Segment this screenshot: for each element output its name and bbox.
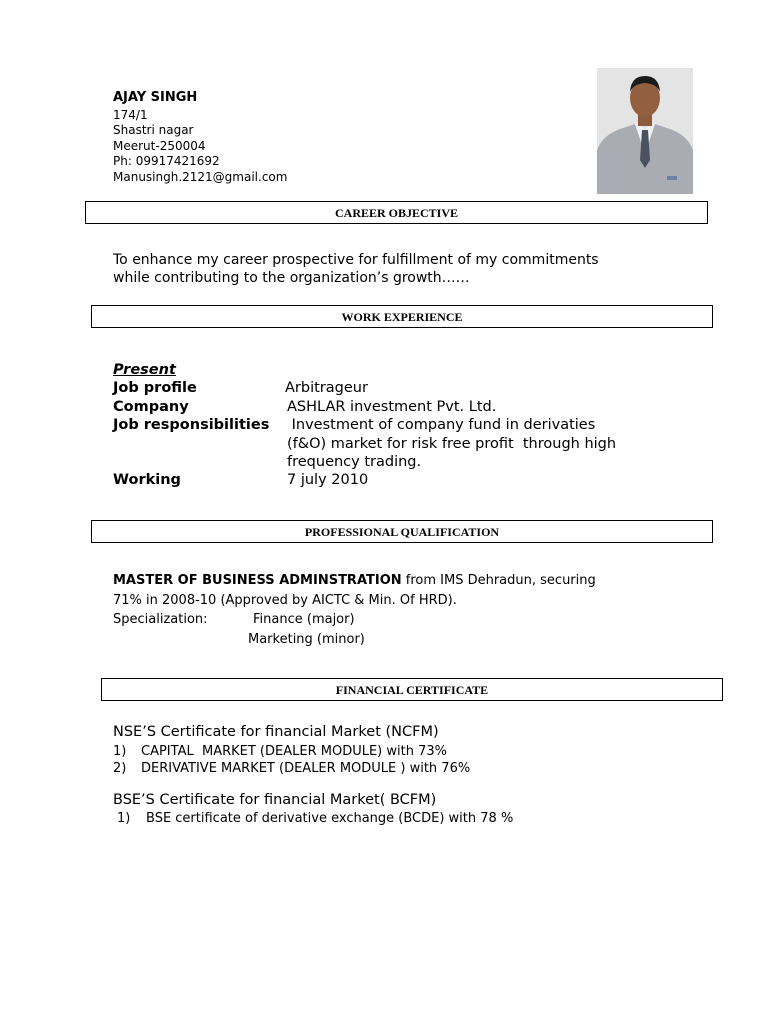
profile-photo xyxy=(597,68,693,194)
financial-certificate-heading: FINANCIAL CERTIFICATE xyxy=(101,678,723,701)
qualification-line-2: 71% in 2008-10 (Approved by AICTC & Min. Of HRD). xyxy=(113,592,457,608)
list-item xyxy=(113,760,533,777)
list-item xyxy=(117,810,557,827)
bse-certificate-heading: BSE’S Certificate for financial Market( BCFM) xyxy=(113,792,437,808)
job-responsibilities-line-1: Investment of company fund in derivaties xyxy=(287,417,596,433)
working-value: 7 july 2010 xyxy=(287,472,369,488)
professional-qualification-heading: PROFESSIONAL QUALIFICATION xyxy=(91,520,713,543)
address-line-1: 174/1 xyxy=(113,107,148,122)
bse-certificate-list xyxy=(117,810,557,827)
specialization-major: Finance (major) xyxy=(253,612,355,627)
list-item-number: 2) xyxy=(113,761,127,776)
company-value: ASHLAR investment Pvt. Ltd. xyxy=(287,399,497,415)
objective-text xyxy=(113,251,673,287)
objective-line-1: To enhance my career prospective for fulfillment of my commitments xyxy=(113,252,599,268)
address-line-2: Shastri nagar xyxy=(113,123,194,137)
objective-line-2: while contributing to the organization’s growth…… xyxy=(113,270,470,286)
list-item-text: CAPITAL MARKET (DEALER MODULE) with 73% xyxy=(141,744,447,759)
list-item xyxy=(113,743,533,760)
specialization-row-2 xyxy=(113,630,668,650)
working-label: Working xyxy=(113,472,181,488)
applicant-name: AJAY SINGH xyxy=(113,90,198,105)
profile-photo-image xyxy=(597,68,693,194)
career-objective-heading: CAREER OBJECTIVE xyxy=(85,201,708,224)
list-item-number: 1) xyxy=(117,811,131,826)
job-responsibilities-line-2: (f&O) market for risk free profit through high xyxy=(287,436,617,452)
job-responsibilities-line-3: frequency trading. xyxy=(287,454,422,470)
degree-institute: from IMS Dehradun, securing xyxy=(401,573,596,588)
list-item-text: DERIVATIVE MARKET (DEALER MODULE ) with 76% xyxy=(141,761,471,776)
job-profile-value: Arbitrageur xyxy=(285,380,368,396)
email-address: Manusingh.2121@gmail.com xyxy=(113,169,288,184)
list-item-text: BSE certificate of derivative exchange (BCDE) with 78 % xyxy=(146,811,514,826)
present-label: Present xyxy=(113,362,176,378)
address-city: Meerut-250004 xyxy=(113,138,206,153)
contact-block xyxy=(113,90,287,185)
work-experience-heading: WORK EXPERIENCE xyxy=(91,305,713,328)
job-profile-label: Job profile xyxy=(113,380,197,396)
qualification-line-1 xyxy=(113,571,668,591)
nse-certificate-list xyxy=(113,743,533,777)
company-label: Company xyxy=(113,399,189,415)
specialization-row xyxy=(113,610,668,630)
phone-number: Ph: 09917421692 xyxy=(113,154,220,168)
list-item-number: 1) xyxy=(113,744,127,759)
job-responsibilities-label: Job responsibilities xyxy=(113,417,270,433)
nse-certificate-heading: NSE’S Certificate for financial Market (NCFM) xyxy=(113,724,439,740)
specialization-minor: Marketing (minor) xyxy=(248,631,365,647)
qualification-block xyxy=(113,571,668,649)
degree-name: MASTER OF BUSINESS ADMINSTRATION xyxy=(113,573,402,588)
specialization-label: Specialization: xyxy=(113,612,208,627)
